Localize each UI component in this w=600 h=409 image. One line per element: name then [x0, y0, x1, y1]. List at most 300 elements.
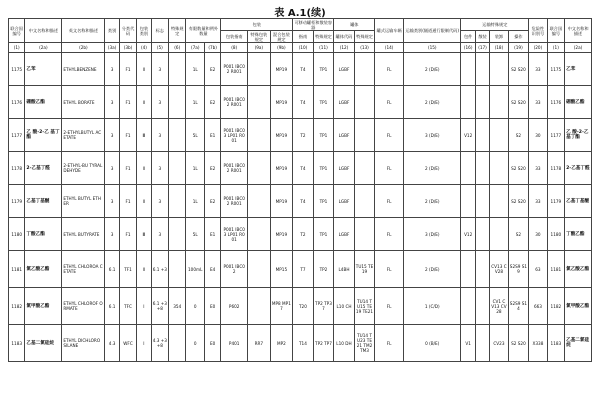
- cell-limited-qty: 1L: [186, 152, 204, 185]
- col-tank-special: 特殊规定: [313, 31, 334, 43]
- column-number: (11): [313, 43, 334, 53]
- cell-tank-special-provision: TU14 TU15 TE19 TE21: [354, 288, 375, 325]
- column-number: (1): [9, 43, 25, 53]
- column-number: (18): [490, 43, 508, 53]
- cell-package: V1: [461, 325, 475, 362]
- column-number: (4): [137, 43, 151, 53]
- table-row: [9, 86, 592, 119]
- cell-cn-name-right: 氯甲酸乙酯: [565, 288, 592, 325]
- cell-cn-name-right: 乙 酸-2-乙 基丁酯: [565, 119, 592, 152]
- cell-label: 3: [151, 53, 168, 86]
- cell-hazard-id: 30: [529, 218, 547, 251]
- cell-loading: CV1 CV13 CV28: [490, 288, 508, 325]
- cell-special-provision: [169, 119, 186, 152]
- cell-special-packing: [248, 53, 271, 86]
- column-number: (16): [461, 43, 475, 53]
- cell-class: 3: [105, 152, 119, 185]
- cell-operation: S2 S20: [508, 53, 529, 86]
- cell-limited-qty: 5L: [186, 119, 204, 152]
- cell-transport-category: 1 (C/D): [404, 288, 461, 325]
- cell-excepted-qty: E4: [204, 251, 220, 288]
- cell-tank-vehicle: FL: [375, 86, 404, 119]
- cell-package: V12: [461, 119, 475, 152]
- cell-tank-special: TP1: [313, 185, 334, 218]
- cell-class: 3: [105, 53, 119, 86]
- cell-excepted-qty: E2: [204, 53, 220, 86]
- cell-class-code: F1: [119, 152, 136, 185]
- cell-tank-guide: T4: [293, 86, 314, 119]
- cell-packing-instruction: P001 IBC02 R001: [221, 185, 248, 218]
- cell-packing-instruction: P001 IBC03 LP01 R001: [221, 218, 248, 251]
- cell-loading: CV23: [490, 325, 508, 362]
- cell-operation: S2: [508, 119, 529, 152]
- table-row: [9, 119, 592, 152]
- cell-special-provision: [169, 53, 186, 86]
- cell-label: 6.1 +3 +8: [151, 288, 168, 325]
- cell-hazard-id: 33: [529, 53, 547, 86]
- cell-tank-special: TP1: [313, 119, 334, 152]
- cell-transport-category: 2 (D/E): [404, 152, 461, 185]
- cell-un-no-right: 1177: [547, 119, 564, 152]
- cell-cn-name: 氯乙酸乙酯: [25, 251, 62, 288]
- cell-label: 3: [151, 119, 168, 152]
- cell-tank-guide: T4: [293, 185, 314, 218]
- cell-class-code: TFC: [119, 288, 136, 325]
- col-packing-group: 包装类别: [137, 19, 151, 43]
- cell-special-provision: [169, 152, 186, 185]
- cell-tank-special-provision: [354, 218, 375, 251]
- cell-operation: S2: [508, 218, 529, 251]
- cell-un-no: 1183: [9, 325, 25, 362]
- cell-excepted-qty: E1: [204, 119, 220, 152]
- cell-hazard-id: 30: [529, 119, 547, 152]
- cell-loading: [490, 152, 508, 185]
- cell-tank-special-provision: [354, 119, 375, 152]
- cell-tank-code: L10 DH: [334, 325, 355, 362]
- cell-un-no: 1182: [9, 288, 25, 325]
- cell-label: 3: [151, 185, 168, 218]
- cell-cn-name-right: 乙基二氯硅烷: [565, 325, 592, 362]
- header-row-1: [9, 19, 592, 31]
- cell-un-no-right: 1179: [547, 185, 564, 218]
- cell-tank-special-provision: [354, 86, 375, 119]
- cell-tank-vehicle: FL: [375, 185, 404, 218]
- cell-bulk: [475, 152, 489, 185]
- cell-packing-instruction: P001 IBC02: [221, 251, 248, 288]
- cell-label: 3: [151, 86, 168, 119]
- cell-tank-special-provision: [354, 53, 375, 86]
- cell-tank-code: L4BH: [334, 251, 355, 288]
- table-row: [9, 325, 592, 362]
- column-number: (10): [293, 43, 314, 53]
- col-limited-quantity: 有限数量和例外数量: [186, 19, 221, 43]
- cell-special-packing: [248, 288, 271, 325]
- cell-special-provision: [169, 86, 186, 119]
- cell-tank-vehicle: FL: [375, 251, 404, 288]
- col-un-no-right: 联合国编号: [547, 19, 564, 43]
- cell-tank-special: TP1: [313, 53, 334, 86]
- cell-tank-special: TP2 TP37: [313, 288, 334, 325]
- cell-special-provision: [169, 185, 186, 218]
- cell-loading: [490, 218, 508, 251]
- column-number: (14): [375, 43, 404, 53]
- cell-loading: [490, 86, 508, 119]
- cell-cn-name-right: 丁酸乙酯: [565, 218, 592, 251]
- cell-excepted-qty: E0: [204, 288, 220, 325]
- cell-un-no: 1177: [9, 119, 25, 152]
- column-number: (2a): [565, 43, 592, 53]
- col-transport-category: 运输类别(隧道通行限制代码): [404, 19, 461, 43]
- cell-packing-group: Ⅱ: [137, 86, 151, 119]
- cell-package: [461, 251, 475, 288]
- cell-tank-code: L10 CH: [334, 288, 355, 325]
- cell-mixed-packing: MP2: [270, 325, 293, 362]
- cell-mixed-packing: MP8 MP17: [270, 288, 293, 325]
- cell-un-no-right: 1178: [547, 152, 564, 185]
- col-bulk: 散装: [475, 31, 489, 43]
- cell-class-code: F1: [119, 218, 136, 251]
- cell-mixed-packing: MP15: [270, 251, 293, 288]
- cell-special-packing: [248, 152, 271, 185]
- col-tank-code: 罐体代码: [334, 31, 355, 43]
- cell-en-name: 2-ETHYL-BU TYRALDEHYDE: [62, 152, 105, 185]
- cell-packing-group: Ⅱ: [137, 185, 151, 218]
- cell-tank-code: LGBF: [334, 152, 355, 185]
- cell-label: 6.1 +3: [151, 251, 168, 288]
- cell-limited-qty: 100mL: [186, 251, 204, 288]
- column-number: (2b): [62, 43, 105, 53]
- cell-operation: S2 S20: [508, 325, 529, 362]
- column-number: (8): [221, 43, 248, 53]
- cell-hazard-id: 33: [529, 152, 547, 185]
- cell-en-name: 2-ETHYLBUTYL ACETATE: [62, 119, 105, 152]
- cell-un-no-right: 1182: [547, 288, 564, 325]
- cell-operation: S2 S20: [508, 185, 529, 218]
- cell-cn-name: 乙基二氯硅烷: [25, 325, 62, 362]
- cell-cn-name-right: 氯乙酸乙酯: [565, 251, 592, 288]
- col-portable-tank: 可移动罐柜和散装容器: [294, 19, 333, 30]
- cell-un-no: 1176: [9, 86, 25, 119]
- col-tank: 罐体: [334, 19, 375, 31]
- column-number: (7a): [186, 43, 204, 53]
- cell-tank-special: TP1: [313, 218, 334, 251]
- column-number: (20): [529, 43, 547, 53]
- cell-class-code: F1: [119, 86, 136, 119]
- col-cn-name: 中文名称和描述: [25, 19, 62, 43]
- cell-mixed-packing: MP19: [270, 185, 293, 218]
- cell-packing-group: Ⅱ: [137, 152, 151, 185]
- cell-transport-category: 3 (D/E): [404, 218, 461, 251]
- column-number: (15): [404, 43, 461, 53]
- cell-tank-special: TP1: [313, 152, 334, 185]
- cell-tank-code: LGBF: [334, 185, 355, 218]
- cell-mixed-packing: MP19: [270, 119, 293, 152]
- col-hazard-id: 危险性识别号: [529, 19, 547, 43]
- cell-transport-category: 2 (D/E): [404, 251, 461, 288]
- column-number: (1): [547, 43, 564, 53]
- cell-tank-guide: T2: [293, 218, 314, 251]
- col-packing-instruction: 包装指南: [221, 31, 248, 43]
- cell-tank-special: TP2: [313, 251, 334, 288]
- cell-en-name: ETHYL DICHLORO SILANE: [62, 325, 105, 362]
- cell-cn-name: 硼酸乙酯: [25, 86, 62, 119]
- cell-tank-special-provision: TU14 TU23 TE21 TM2 TM3: [354, 325, 375, 362]
- column-number: (12): [334, 43, 355, 53]
- cell-tank-code: LGBF: [334, 86, 355, 119]
- column-number-row: [9, 43, 592, 53]
- cell-operation: S2 S20: [508, 152, 529, 185]
- cell-cn-name: 乙苯: [25, 53, 62, 86]
- cell-tank-special-provision: [354, 152, 375, 185]
- col-tank-vehicle: 罐式运输车辆: [375, 19, 404, 43]
- cell-tank-code: LGBF: [334, 119, 355, 152]
- cell-un-no-right: 1176: [547, 86, 564, 119]
- cell-limited-qty: 1L: [186, 86, 204, 119]
- cell-bulk: [475, 325, 489, 362]
- cell-loading: [490, 119, 508, 152]
- cell-special-packing: [248, 119, 271, 152]
- cell-special-packing: [248, 185, 271, 218]
- cell-un-no-right: 1181: [547, 251, 564, 288]
- col-tank-special-provision: 特殊规定: [354, 31, 375, 43]
- cell-special-packing: RR7: [248, 325, 271, 362]
- cell-cn-name: 乙 酸-2-乙 基丁酯: [25, 119, 62, 152]
- cell-un-no-right: 1183: [547, 325, 564, 362]
- cell-tank-guide: T4: [293, 152, 314, 185]
- cell-bulk: [475, 218, 489, 251]
- cell-class-code: F1: [119, 53, 136, 86]
- cell-operation: S2S9 S14: [508, 288, 529, 325]
- col-packaging: 包装: [221, 19, 293, 31]
- column-number: (2a): [25, 43, 62, 53]
- table-row: [9, 251, 592, 288]
- col-label: 标志: [151, 19, 168, 43]
- cell-mixed-packing: MP19: [270, 86, 293, 119]
- cell-tank-guide: T4: [293, 53, 314, 86]
- cell-en-name: ETHYL BORATE: [62, 86, 105, 119]
- cell-en-name: ETHYL BUTYRATE: [62, 218, 105, 251]
- cell-mixed-packing: MP19: [270, 53, 293, 86]
- column-number: (6): [169, 43, 186, 53]
- cell-tank-vehicle: FL: [375, 288, 404, 325]
- cell-bulk: [475, 251, 489, 288]
- cell-transport-category: 2 (D/E): [404, 86, 461, 119]
- cell-limited-qty: 1L: [186, 185, 204, 218]
- cell-class: 4.3: [105, 325, 119, 362]
- cell-cn-name-right: 2-乙基丁醛: [565, 152, 592, 185]
- cell-tank-special: TP2 TP7: [313, 325, 334, 362]
- cell-un-no-right: 1175: [547, 53, 564, 86]
- cell-hazard-id: 663: [529, 288, 547, 325]
- cell-tank-guide: T14: [293, 325, 314, 362]
- column-number: (9a): [248, 43, 271, 53]
- cell-mixed-packing: MP19: [270, 152, 293, 185]
- cell-cn-name: 2-乙基丁醛: [25, 152, 62, 185]
- cell-hazard-id: 63: [529, 251, 547, 288]
- cell-limited-qty: 5L: [186, 218, 204, 251]
- table-row: [9, 218, 592, 251]
- cell-excepted-qty: E1: [204, 218, 220, 251]
- table-row: [9, 185, 592, 218]
- cell-class-code: TF1: [119, 251, 136, 288]
- cell-bulk: [475, 288, 489, 325]
- cell-tank-code: LGBF: [334, 218, 355, 251]
- cell-un-no-right: 1180: [547, 218, 564, 251]
- cell-packing-instruction: P001 IBC03 LP01 R001: [221, 119, 248, 152]
- cell-class: 6.1: [105, 288, 119, 325]
- cell-tank-vehicle: FL: [375, 53, 404, 86]
- table-row: [9, 288, 592, 325]
- table-body: [9, 53, 592, 362]
- cell-packing-instruction: P001 IBC02 R001: [221, 152, 248, 185]
- table-row: [9, 152, 592, 185]
- col-loading: 装卸: [490, 31, 508, 43]
- cell-tank-guide: T2: [293, 119, 314, 152]
- cell-un-no: 1180: [9, 218, 25, 251]
- cell-packing-group: Ⅲ: [137, 218, 151, 251]
- cell-packing-instruction: P001 IBC02 R001: [221, 86, 248, 119]
- cell-hazard-id: 33: [529, 86, 547, 119]
- cell-cn-name: 氯甲酸乙酯: [25, 288, 62, 325]
- cell-loading: CV13 CV28: [490, 251, 508, 288]
- col-special-packing: 特殊包装规定: [248, 31, 271, 43]
- cell-limited-qty: 0: [186, 325, 204, 362]
- cell-operation: S2S9 S19: [508, 251, 529, 288]
- cell-en-name: ETHYL BUTYL ETHER: [62, 185, 105, 218]
- cell-operation: S2 S20: [508, 86, 529, 119]
- cell-loading: [490, 53, 508, 86]
- cell-bulk: [475, 86, 489, 119]
- cell-class-code: F1: [119, 119, 136, 152]
- cell-limited-qty: 0: [186, 288, 204, 325]
- col-mixed-packing: 混合包装规定: [270, 31, 293, 43]
- table-row: [9, 53, 592, 86]
- cell-packing-group: Ⅰ: [137, 325, 151, 362]
- column-number: (3a): [105, 43, 119, 53]
- cell-packing-instruction: P401: [221, 325, 248, 362]
- cell-excepted-qty: E2: [204, 152, 220, 185]
- cell-bulk: [475, 119, 489, 152]
- cell-excepted-qty: E0: [204, 325, 220, 362]
- cell-class: 3: [105, 86, 119, 119]
- cell-en-name: ETHYL CHLOROF ORMATE: [62, 288, 105, 325]
- cell-special-provision: [169, 251, 186, 288]
- cell-un-no: 1181: [9, 251, 25, 288]
- col-operation: 操作: [508, 31, 529, 43]
- cell-un-no: 1179: [9, 185, 25, 218]
- cell-special-provision: [169, 218, 186, 251]
- cell-transport-category: 0 (B/E): [404, 325, 461, 362]
- cell-transport-category: 3 (D/E): [404, 119, 461, 152]
- cell-tank-vehicle: FL: [375, 325, 404, 362]
- column-number: (3b): [119, 43, 136, 53]
- cell-cn-name-right: 硼酸乙酯: [565, 86, 592, 119]
- cell-cn-name: 乙基丁基醚: [25, 185, 62, 218]
- cell-label: 3: [151, 152, 168, 185]
- cell-class: 3: [105, 218, 119, 251]
- cell-bulk: [475, 53, 489, 86]
- cell-special-packing: [248, 251, 271, 288]
- cell-class-code: WFC: [119, 325, 136, 362]
- cell-cn-name-right: 乙基丁基醚: [565, 185, 592, 218]
- dangerous-goods-table: [8, 18, 592, 362]
- cell-package: [461, 185, 475, 218]
- cell-transport-category: 2 (D/E): [404, 53, 461, 86]
- table-title: 表 A.1(续): [274, 8, 326, 19]
- cell-label: 4.3 +3 +8: [151, 325, 168, 362]
- cell-en-name: ETHYLBENZENE: [62, 53, 105, 86]
- col-package: 包件: [461, 31, 475, 43]
- cell-packing-group: Ⅰ: [137, 288, 151, 325]
- cell-special-provision: [169, 325, 186, 362]
- cell-hazard-id: X338: [529, 325, 547, 362]
- cell-class: 3: [105, 185, 119, 218]
- column-number: (7b): [204, 43, 220, 53]
- cell-packing-group: Ⅲ: [137, 119, 151, 152]
- cell-tank-guide: T20: [293, 288, 314, 325]
- col-cn-name-right: 中文名称和描述: [565, 19, 592, 43]
- col-un-no: 联合国编号: [9, 19, 25, 43]
- cell-excepted-qty: E2: [204, 185, 220, 218]
- column-number: (13): [354, 43, 375, 53]
- cell-hazard-id: 33: [529, 185, 547, 218]
- col-class: 类别: [105, 19, 119, 43]
- column-number: (5): [151, 43, 168, 53]
- cell-tank-vehicle: FL: [375, 119, 404, 152]
- column-number: (19): [508, 43, 529, 53]
- cell-packing-instruction: P602: [221, 288, 248, 325]
- cell-tank-code: LGBF: [334, 53, 355, 86]
- cell-special-provision: 354: [169, 288, 186, 325]
- cell-mixed-packing: MP19: [270, 218, 293, 251]
- cell-special-packing: [248, 86, 271, 119]
- col-en-name: 英文名称和描述: [62, 19, 105, 43]
- cell-cn-name-right: 乙苯: [565, 53, 592, 86]
- cell-tank-special: TP1: [313, 86, 334, 119]
- cell-en-name: ETHYL CHLOROA CETATE: [62, 251, 105, 288]
- cell-tank-vehicle: FL: [375, 152, 404, 185]
- cell-packing-instruction: P001 IBC02 R001: [221, 53, 248, 86]
- cell-excepted-qty: E2: [204, 86, 220, 119]
- cell-cn-name: 丁酸乙酯: [25, 218, 62, 251]
- cell-package: [461, 288, 475, 325]
- cell-package: [461, 53, 475, 86]
- column-number: (17): [475, 43, 489, 53]
- col-special-transport: 运输特殊规定: [461, 19, 529, 31]
- cell-class: 6.1: [105, 251, 119, 288]
- col-class-code: 分类代码: [119, 19, 136, 43]
- cell-bulk: [475, 185, 489, 218]
- cell-tank-vehicle: FL: [375, 218, 404, 251]
- cell-un-no: 1178: [9, 152, 25, 185]
- column-number: (9b): [270, 43, 293, 53]
- cell-loading: [490, 185, 508, 218]
- cell-class-code: F1: [119, 185, 136, 218]
- col-special-provision: 特殊规定: [169, 19, 186, 43]
- cell-packing-group: Ⅱ: [137, 53, 151, 86]
- cell-special-packing: [248, 218, 271, 251]
- cell-limited-qty: 1L: [186, 53, 204, 86]
- cell-label: 3: [151, 218, 168, 251]
- cell-package: [461, 152, 475, 185]
- cell-tank-guide: T7: [293, 251, 314, 288]
- cell-packing-group: Ⅱ: [137, 251, 151, 288]
- cell-class: 3: [105, 119, 119, 152]
- cell-package: V12: [461, 218, 475, 251]
- cell-package: [461, 86, 475, 119]
- cell-un-no: 1175: [9, 53, 25, 86]
- cell-tank-special-provision: TU15 TE19: [354, 251, 375, 288]
